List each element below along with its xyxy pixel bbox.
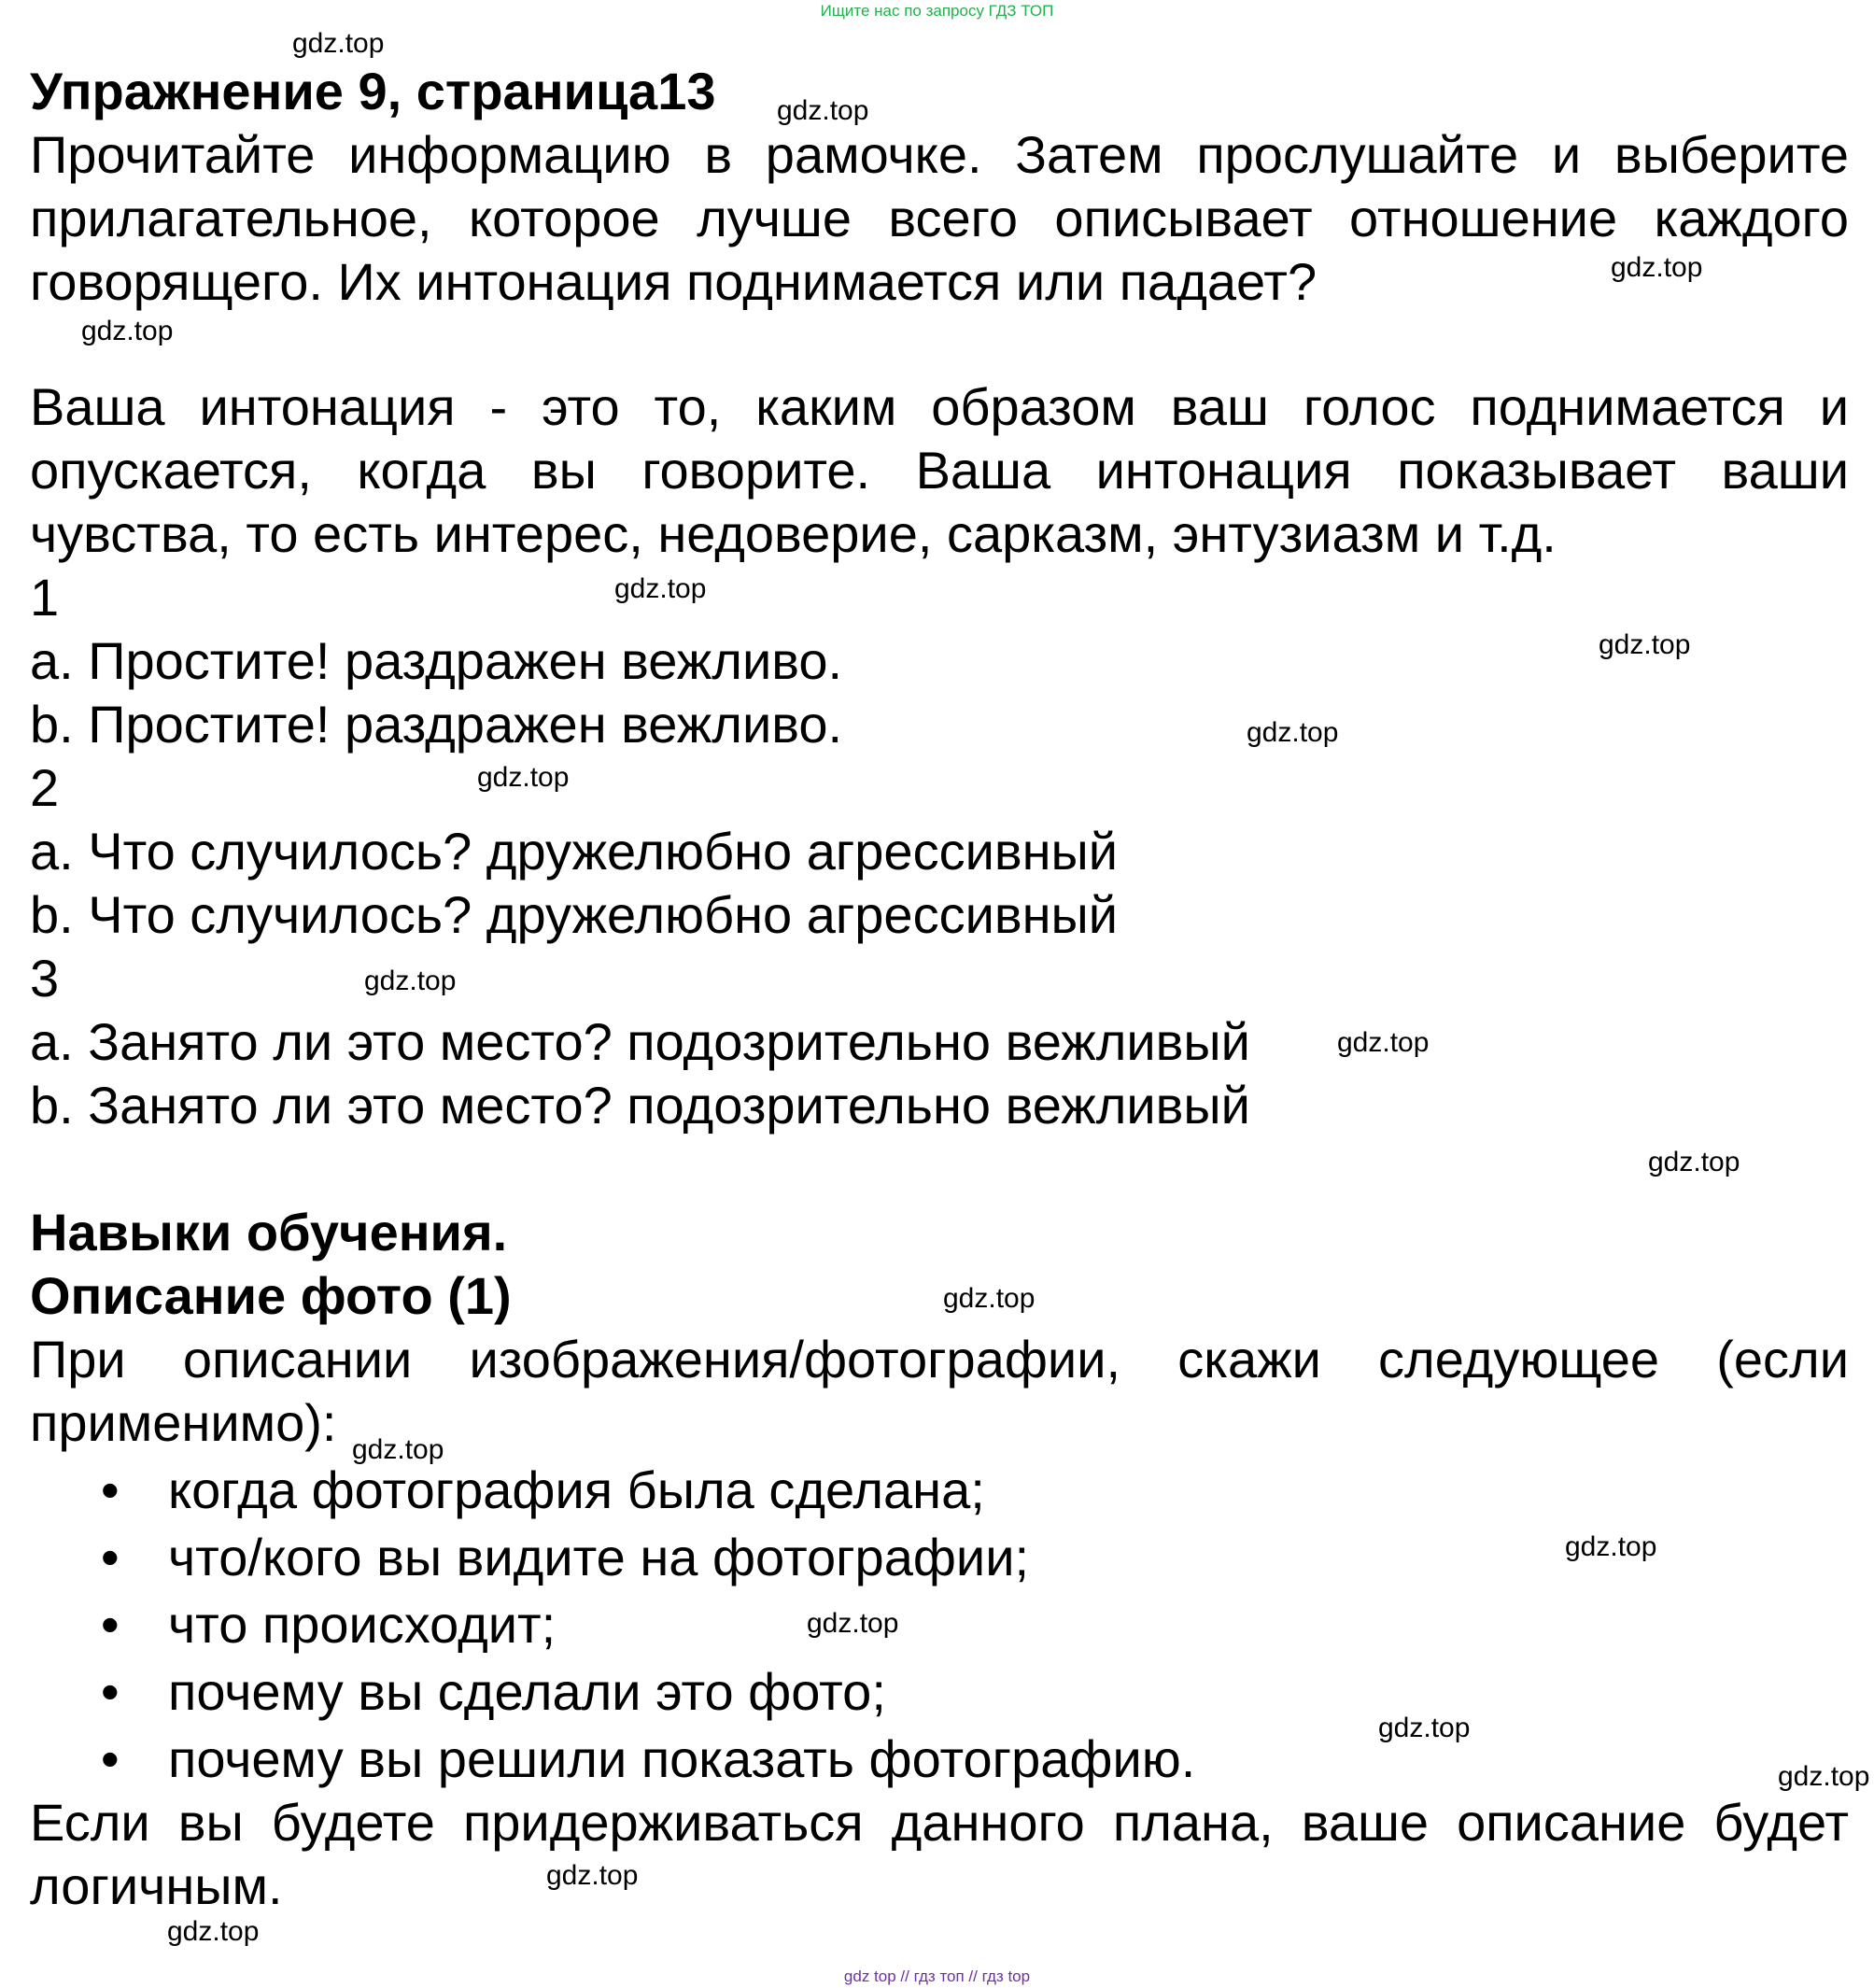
watermark: gdz.top — [352, 1434, 444, 1465]
item-2-option-b: b. Что случилось? дружелюбно агрессивный — [30, 885, 1119, 944]
instruction-line-1: Прочитайте информацию в рамочке. Затем прослушайте и выберите — [30, 125, 1849, 184]
watermark: gdz.top — [1247, 717, 1339, 748]
conclusion-line-2: логичным. — [30, 1856, 283, 1915]
watermark: gdz.top — [1378, 1713, 1471, 1743]
photo-heading: Описание фото (1) — [30, 1266, 512, 1325]
info-line-1: Ваша интонация - это то, каким образом ваш голос поднимается и — [30, 377, 1849, 436]
bullet-marker: • — [101, 1460, 120, 1519]
watermark: gdz.top — [364, 966, 457, 996]
instruction-line-2: прилагательное, которое лучше всего описывает отношение каждого — [30, 189, 1849, 247]
photo-intro-line-1: При описании изображения/фотографии, скажи следующее (если — [30, 1330, 1849, 1389]
watermark: gdz.top — [1648, 1147, 1740, 1177]
conclusion-line-1: Если вы будете придерживаться данного плана, ваше описание будет — [30, 1793, 1849, 1852]
bullet-item: когда фотография была сделана; — [168, 1460, 985, 1519]
bullet-marker: • — [101, 1662, 120, 1721]
watermark: gdz.top — [1337, 1027, 1430, 1058]
watermark: gdz.top — [81, 316, 174, 346]
watermark: gdz.top — [614, 573, 707, 604]
watermark: gdz.top — [1599, 629, 1691, 660]
info-line-3: чувства, то есть интерес, недоверие, сарказм, энтузиазм и т.д. — [30, 504, 1557, 563]
bullet-marker: • — [101, 1729, 120, 1788]
instruction-line-3: говорящего. Их интонация поднимается или падает? — [30, 252, 1317, 311]
watermark: gdz.top — [167, 1916, 260, 1947]
watermark: gdz.top — [292, 28, 385, 59]
bullet-item: почему вы сделали это фото; — [168, 1662, 886, 1721]
page-title: Упражнение 9, страница13 — [30, 62, 716, 120]
item-number-1: 1 — [30, 568, 60, 627]
info-line-2: опускается, когда вы говорите. Ваша интонация показывает ваши — [30, 441, 1849, 500]
watermark: gdz.top — [1565, 1531, 1657, 1562]
bullet-marker: • — [101, 1528, 120, 1586]
bottom-banner: gdz top // гдз топ // гдз top — [843, 1967, 1031, 1985]
watermark: gdz.top — [807, 1608, 899, 1639]
item-number-2: 2 — [30, 758, 60, 817]
watermark: gdz.top — [1611, 252, 1703, 283]
bullet-item: почему вы решили показать фотографию. — [168, 1729, 1196, 1788]
watermark: gdz.top — [1778, 1761, 1870, 1792]
bullet-marker: • — [101, 1595, 120, 1654]
item-1-option-a: a. Простите! раздражен вежливо. — [30, 631, 843, 690]
watermark: gdz.top — [943, 1283, 1036, 1314]
item-2-option-a: a. Что случилось? дружелюбно агрессивный — [30, 822, 1119, 881]
watermark: gdz.top — [777, 95, 869, 126]
item-3-option-a: a. Занято ли это место? подозрительно вежливый — [30, 1012, 1250, 1071]
item-number-3: 3 — [30, 949, 60, 1008]
bullet-item: что/кого вы видите на фотографии; — [168, 1528, 1030, 1586]
item-1-option-b: b. Простите! раздражен вежливо. — [30, 695, 843, 754]
watermark: gdz.top — [546, 1860, 639, 1891]
bullet-item: что происходит; — [168, 1595, 557, 1654]
photo-intro-line-2: применимо): — [30, 1393, 337, 1452]
top-banner: Ищите нас по запросу ГДЗ ТОП — [820, 2, 1054, 20]
item-3-option-b: b. Занято ли это место? подозрительно вежливый — [30, 1076, 1250, 1135]
watermark: gdz.top — [477, 762, 570, 793]
skills-heading: Навыки обучения. — [30, 1203, 508, 1262]
